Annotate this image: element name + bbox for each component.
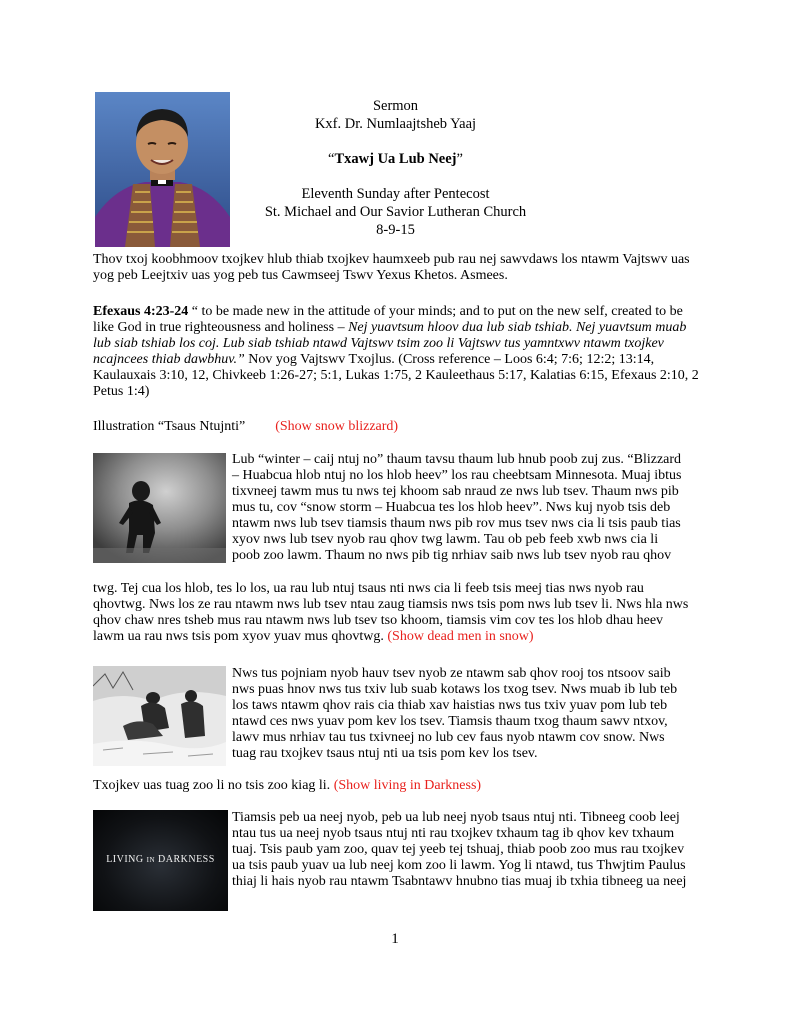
- illustration-cue: (Show snow blizzard): [275, 419, 399, 434]
- darkness-line: ntau tus ua neej nyob tsaus ntuj nti rau txojkev txhaum tag ib qhov kev txhaum: [232, 826, 675, 841]
- darkness-line: tuaj. Tsis paub yam zoo, quav tej yeeb tej tshuaj, thiab poob zoo mus rau txojkev: [232, 842, 685, 857]
- darkness-image-title: [93, 854, 228, 865]
- wife-line: los taws ntawm qhov rais cia thiab xav haistias nws tus txiv yuav pom lub teb: [232, 698, 668, 713]
- title-text: Txawj Ua Lub Neej: [334, 151, 457, 167]
- dead-men-cue: (Show dead men in snow): [387, 629, 534, 644]
- scripture-cross-reference: Nov yog Vajtswv Txojlus. (Cross reference – Loos 6:4; 7:6; 12:2; 13:14, Kaulauxais 3:10, 12, Chivkeeb 1:26-27; 5:1, Lukas 1:75, 2 Kauleethaus 5:17, Kalatias 6:15, Efexaus 2:10, 2 Petus 1:4): [93, 352, 699, 399]
- wife-waiting-block: [232, 666, 702, 762]
- wife-line: nws puas hnov nws tus txiv lub suab kotaws los txog tsev. Nws muab ib lub teb: [232, 682, 678, 697]
- occasion-line: Eleventh Sunday after Pentecost: [301, 186, 490, 202]
- sermon-title: [230, 150, 561, 168]
- church-name: St. Michael and Our Savior Lutheran Church: [264, 204, 527, 220]
- darkness-intro: [93, 778, 700, 794]
- darkness-line: thiaj li hais nyob rau ntawm Tsabntawv hnubno tias muaj ib txhia tibneeg ua neej: [232, 874, 687, 889]
- wife-line: lawv mus nrhiav tau tus txivneej no lub cev faus nyob ntawm cov snow. Nws: [232, 730, 665, 745]
- opening-blessing: Thov txoj koobhmoov txojkev hlub thiab txojkev haumxeeb pub rau nej sawvdaws los ntawm Vajtswv uas yog peb Leejtxiv uas yog peb tus Cawmseej Tswv Yexus Khetos. Asmees.: [93, 252, 690, 283]
- author-name: Kxf. Dr. Numlaajtsheb Yaaj: [314, 116, 477, 132]
- blizzard-cont-line: qhovtwg. Nws los ze rau ntawm nws lub tsev ntau zaug tiamsis nws tsis pom nws lub tsev li. Nws hla nws: [93, 597, 689, 612]
- blizzard-line: – Huabcua hlob ntuj no los hlob heev” los rau cheebtsam Minnesota. Muaj ibtus: [232, 468, 682, 483]
- darkness-word-darkness: DARKNESS: [158, 854, 215, 865]
- title-open-quote: “: [328, 151, 335, 167]
- darkness-line: Tiamsis peb ua neej nyob, peb ua lub neej nyob tsaus ntuj nti. Tibneeg coob leej: [232, 810, 680, 825]
- blizzard-line: mus tu, cov “snow storm – Huabcua tes los hlob heev”. Nws kuj nyob tsis deb: [232, 500, 671, 515]
- illustration-heading: [93, 419, 700, 435]
- page-number: 1: [391, 931, 399, 947]
- sermon-label: Sermon: [372, 98, 419, 114]
- wife-line: Nws tus pojniam nyob hauv tsev nyob ze ntawm sab qhov rooj tos ntsoov saib: [232, 666, 671, 681]
- pastor-portrait-image: [95, 92, 230, 247]
- blizzard-line: ntawm nws lub tsev tiamsis thaum nws pib rov mus tsev nws cia li tsis paub tias: [232, 516, 681, 531]
- darkness-line: ua tsis paub yuav ua lub neej kom zoo li lawm. Yog li ntawd, tus Thwjtim Paulus: [232, 858, 686, 873]
- living-in-darkness-image: [93, 810, 228, 911]
- blizzard-line: tixvneej tawm mus tu nws tej khoom sab nraud ze nws lub tsev. Thaum nws pib: [232, 484, 679, 499]
- darkness-paragraph: [232, 810, 702, 890]
- sermon-date: 8-9-15: [376, 222, 415, 238]
- blizzard-story-block: [232, 452, 702, 564]
- wife-line: tuag rau txojkev tsaus ntuj nti ua tsis pom kev los tsev.: [232, 746, 538, 761]
- men-in-snow-image: [93, 666, 226, 766]
- scripture-hmong: Nej yuavtsum hloov dua lub siab tshiab. Nej yuavtsum muab lub siab tshiab los coj. Lub siab tshiab ntawd Vajtswv tsim zoo li Vajtswv tus yamntxwv ntawm txojkev ncajncees thiab dawbhuv.”: [93, 320, 687, 367]
- blizzard-cont-line: qhov chaw nres tsheb mus rau ntawm nws lub tsev tso khoom, tiamsis vim cov tes los hlob dhau heev: [93, 613, 664, 628]
- wife-line: ntawd ces nws yuav pom kev los tsev. Tiamsis thaum txog thaum sawv ntxov,: [232, 714, 668, 729]
- scripture-english: “ to be made new in the attitude of your minds; and to put on the new self, created to be like God in true righteousness and holiness –: [93, 304, 683, 335]
- blizzard-line: poob zoo lawm. Thaum no nws pib tig nrhiav saib nws lub tsev nyob rau qhov: [232, 548, 672, 563]
- living-in-darkness-cue: (Show living in Darkness): [333, 778, 482, 793]
- snow-blizzard-image: [93, 453, 226, 563]
- blizzard-line: xyov nws lub tsev nyob rau qhov twg lawm. Tau ob peb feeb xwb nws cia li: [232, 532, 659, 547]
- scripture-paragraph: [93, 304, 700, 400]
- darkness-intro-text: Txojkev uas tuag zoo li no tsis zoo kiag li.: [93, 778, 334, 793]
- blizzard-last-text: lawm ua rau nws tsis pom xyov yuav mus qhovtwg.: [93, 629, 388, 644]
- blizzard-line: Lub “winter – caij ntuj no” thaum tavsu thaum lub hnub poob zuj zus. “Blizzard: [232, 452, 682, 467]
- darkness-word-in: IN: [146, 856, 156, 864]
- blizzard-story-continued: [93, 581, 705, 645]
- blizzard-cont-last-line: [93, 629, 705, 645]
- blizzard-cont-line: twg. Tej cua los hlob, tes lo los, ua rau lub ntuj tsaus nti nws cia li feeb tsis meej tias nws nyob rau: [93, 581, 644, 596]
- title-close-quote: ”: [456, 151, 463, 167]
- darkness-word-living: LIVING: [106, 854, 144, 865]
- illustration-label: Illustration “Tsaus Ntujnti”: [93, 419, 246, 434]
- scripture-reference: Efexaus 4:23-24: [93, 304, 189, 319]
